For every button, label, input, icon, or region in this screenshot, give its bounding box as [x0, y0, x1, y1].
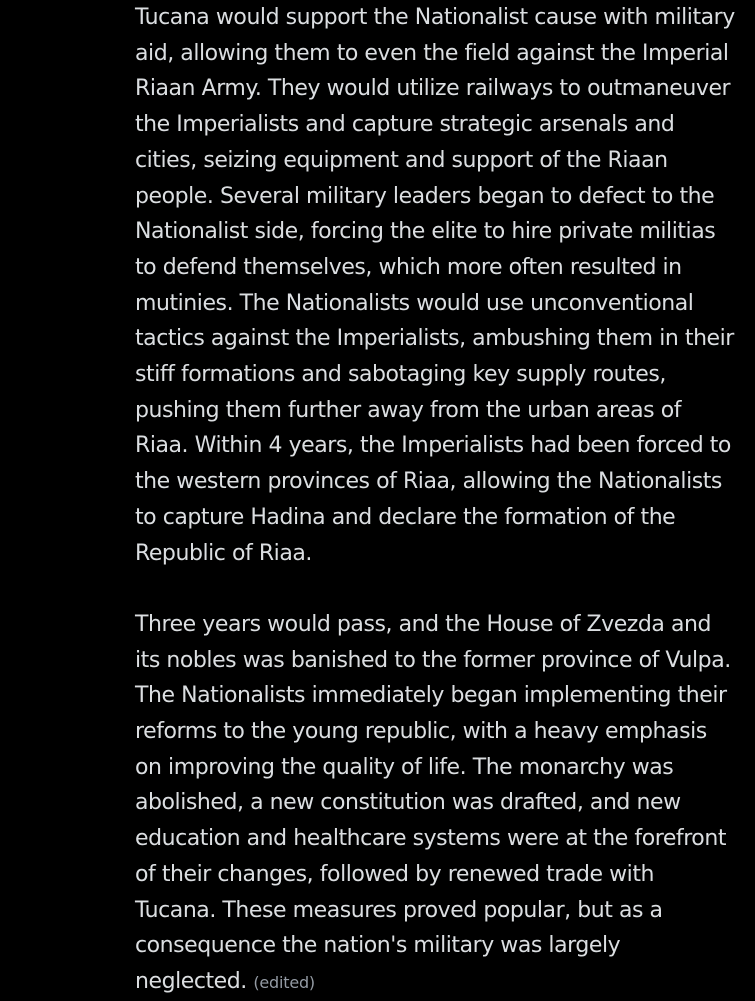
chat-message-body	[135, 0, 735, 1001]
message-paragraph-text: Three years would pass, and the House of Zvezda and its nobles was banished to the former province of Vulpa. The Nationalists immediately began implementing their reforms to the young republic, with a heavy emphasis on improving the quality of life. The monarchy was abolished, a new constitution was drafted, and new education and healthcare systems were at the forefront of their changes, followed by renewed trade with Tucana. These measures proved popular, but as a consequence the nation's military was largely neglected.	[135, 611, 731, 994]
edited-indicator: (edited)	[253, 972, 315, 992]
paragraph-spacer	[135, 571, 735, 607]
message-paragraph	[135, 607, 735, 1001]
message-paragraph: Tucana would support the Nationalist cause with military aid, allowing them to even the field against the Imperial Riaan Army. They would utilize railways to outmaneuver the Imperialists and capture strategic arsenals and cities, seizing equipment and support of the Riaan people. Several military leaders began to defect to the Nationalist side, forcing the elite to hire private militias to defend themselves, which more often resulted in mutinies. The Nationalists would use unconventional tactics against the Imperialists, ambushing them in their stiff formations and sabotaging key supply routes, pushing them further away from the urban areas of Riaa. Within 4 years, the Imperialists had been forced to the western provinces of Riaa, allowing the Nationalists to capture Hadina and declare the formation of the Republic of Riaa.	[135, 5, 735, 566]
